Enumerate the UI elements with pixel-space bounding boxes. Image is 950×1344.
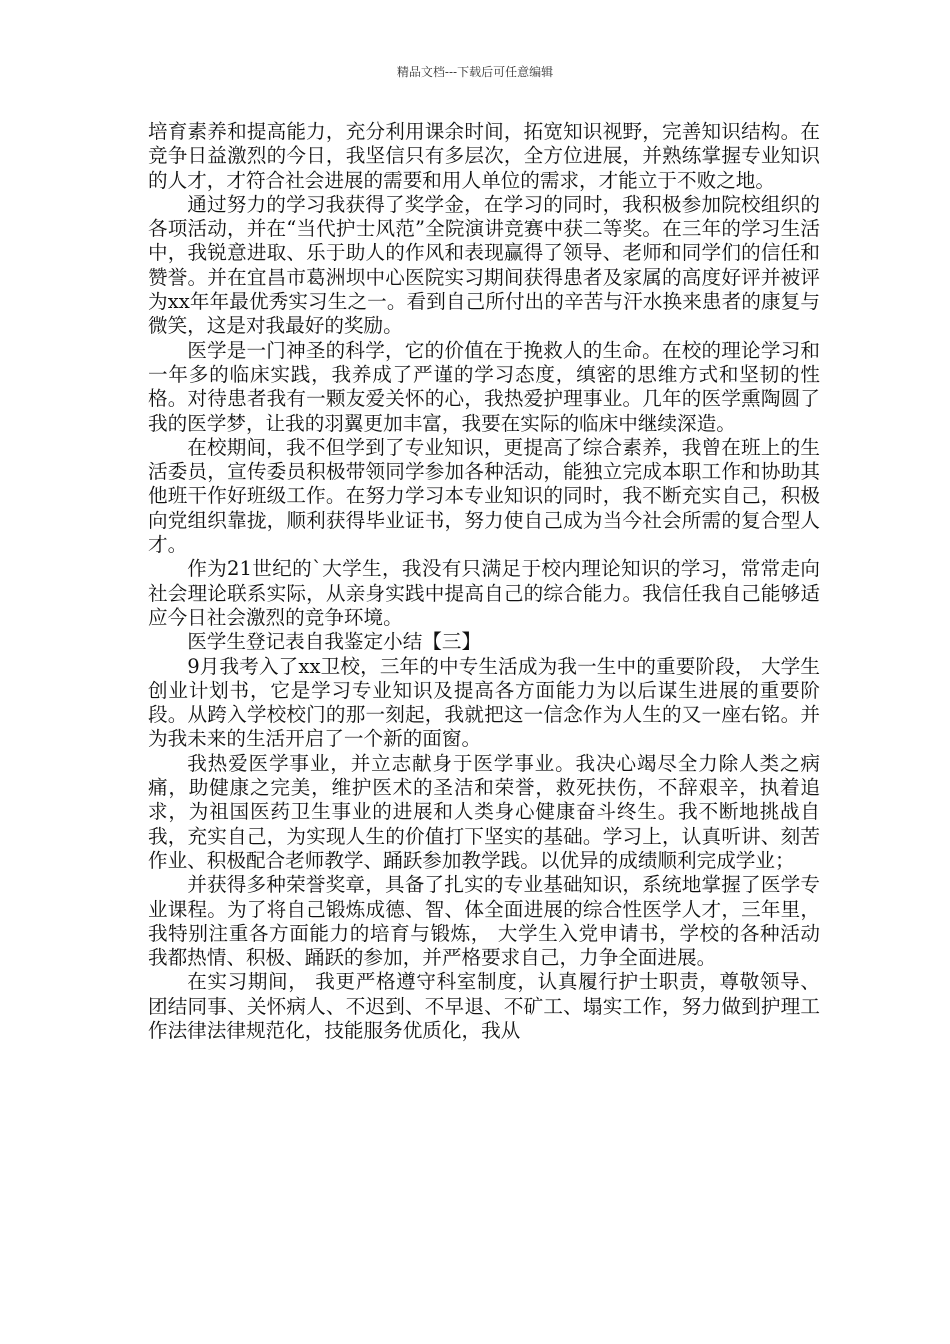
paragraph-9: 在实习期间， 我更严格遵守科室制度，认真履行护士职责，尊敬领导、团结同事、关怀病人、不迟到、不早退、不矿工、塌实工作，努力做到护理工作法律法律规范化，技能服务优质化，我从 [148, 970, 820, 1042]
paragraph-6: 9月我考入了xx卫校，三年的中专生活成为我一生中的重要阶段， 大学生创业计划书，它是学习专业知识及提高各方面能力为以后谋生进展的重要阶段。从跨入学校校门的那一刻起，我就把这一信念作为人生的又一座右铭。并为我未来的生活开启了一个新的面窗。 [148, 654, 820, 751]
paragraph-7: 我热爱医学事业，并立志献身于医学事业。我决心竭尽全力除人类之病痛，助健康之完美，维护医术的圣洁和荣誉，救死扶伤，不辞艰辛，执着追求，为祖国医药卫生事业的进展和人类身心健康奋斗终生。我不断地挑战自我，充实自己，为实现人生的价值打下坚实的基础。学习上，认真听讲、刻苦作业、积极配合老师教学、踊跃参加教学践。以优异的成绩顺利完成学业； [148, 751, 820, 872]
paragraph-4: 在校期间，我不但学到了专业知识，更提高了综合素养，我曾在班上的生活委员，宣传委员积极带领同学参加各种活动，能独立完成本职工作和协助其他班干作好班级工作。在努力学习本专业知识的同时，我不断充实自己，积极向党组织靠拢，顺利获得毕业证书，努力使自己成为当今社会所需的复合型人才。 [148, 435, 820, 557]
paragraph-2: 通过努力的学习我获得了奖学金，在学习的同时，我积极参加院校组织的各项活动，并在“当代护士风范”全院演讲竞赛中获二等奖。在三年的学习生活中，我锐意进取、乐于助人的作风和表现赢得了领导、老师和同学们的信任和赞誉。并在宜昌市葛洲坝中心医院实习期间获得患者及家属的高度好评并被评为xx年年最优秀实习生之一。看到自己所付出的辛苦与汗水换来患者的康复与微笑，这是对我最好的奖励。 [148, 192, 820, 338]
page-header: 精品文档---下载后可任意编辑 [396, 65, 554, 79]
paragraph-1: 培育素养和提高能力，充分利用课余时间，拓宽知识视野，完善知识结构。在竞争日益激烈的今日，我坚信只有多层次，全方位进展，并熟练掌握专业知识的人才，才符合社会进展的需要和用人单位的需求，才能立于不败之地。 [148, 120, 820, 192]
paragraph-5: 作为21世纪的`大学生，我没有只满足于校内理论知识的学习，常常走向社会理论联系实际，从亲身实践中提高自己的综合能力。我信任我自己能够适应今日社会激烈的竞争环境。 [148, 557, 820, 629]
document-body [148, 120, 820, 1043]
section-heading: 医学生登记表自我鉴定小结【三】 [187, 630, 482, 654]
paragraph-3: 医学是一门神圣的科学，它的价值在于挽救人的生命。在校的理论学习和一年多的临床实践，我养成了严谨的学习态度，缜密的思维方式和坚韧的性格。对待患者我有一颗友爱关怀的心，我热爱护理事业。几年的医学熏陶圆了我的医学梦，让我的羽翼更加丰富，我要在实际的临床中继续深造。 [148, 338, 820, 435]
paragraph-8: 并获得多种荣誉奖章，具备了扎实的专业基础知识，系统地掌握了医学专业课程。为了将自己锻炼成德、智、体全面进展的综合性医学人才，三年里，我特别注重各方面能力的培育与锻炼， 大学生入党申请书，学校的各种活动我都热情、积极、踊跃的参加，并严格要求自己，力争全面进展。 [148, 873, 820, 970]
